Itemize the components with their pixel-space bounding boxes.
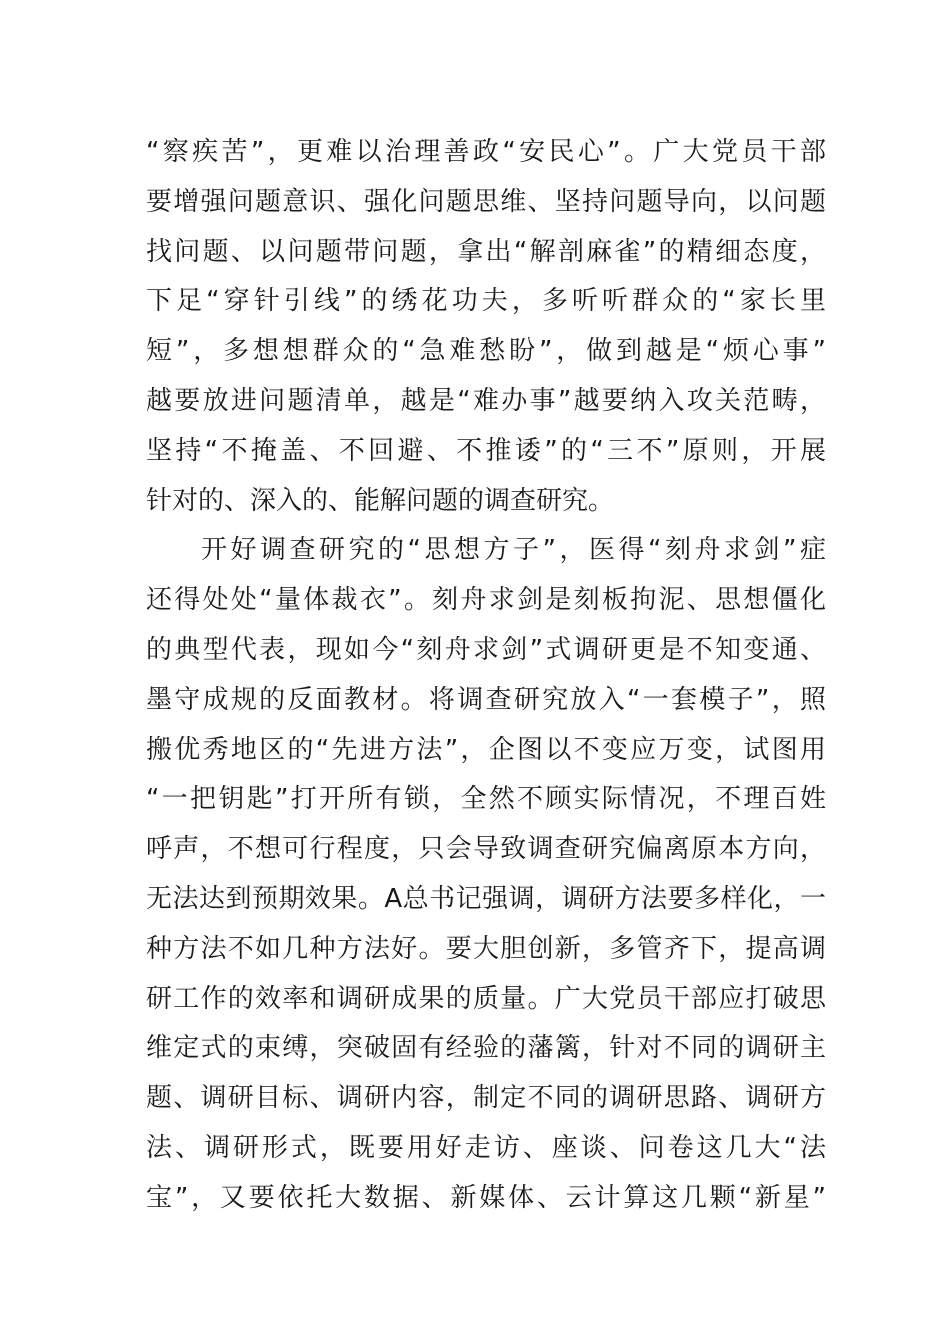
body-text (146, 128, 826, 1224)
text-line: 越要放进问题清单，越是“难办事”越要纳入攻关范畴， (146, 385, 826, 416)
paragraph-first-line: 开好调查研究的“思想方子”，医得“刻舟求剑”症 (201, 535, 826, 566)
text-line: 无法达到预期效果。A总书记强调，调研方法要多样化，一 (146, 883, 826, 914)
text-line: 要增强问题意识、强化问题思维、坚持问题导向，以问题 (146, 186, 826, 217)
text-line: 种方法不如几种方法好。要大胆创新，多管齐下，提高调 (146, 933, 826, 964)
text-line: 维定式的束缚，突破固有经验的藩篱，针对不同的调研主 (146, 1033, 826, 1064)
text-line: 针对的、深入的、能解问题的调查研究。 (146, 485, 615, 516)
text-line: 的典型代表，现如今“刻舟求剑”式调研更是不知变通、 (146, 634, 826, 665)
text-line: 研工作的效率和调研成果的质量。广大党员干部应打破思 (146, 983, 826, 1014)
text-line: 法、调研形式，既要用好走访、座谈、问卷这几大“法 (146, 1132, 826, 1163)
text-line: 呼声，不想可行程度，只会导致调查研究偏离原本方向， (146, 834, 826, 865)
text-line: 墨守成规的反面教材。将调查研究放入“一套模子”，照 (146, 684, 826, 715)
text-line: 坚持“不掩盖、不回避、不推诿”的“三不”原则，开展 (146, 435, 826, 466)
text-line: 下足“穿针引线”的绣花功夫，多听听群众的“家长里 (146, 286, 826, 317)
text-line: 找问题、以问题带问题，拿出“解剖麻雀”的精细态度， (146, 236, 826, 267)
text-line: 短”，多想想群众的“急难愁盼”，做到越是“烦心事” (146, 336, 826, 367)
text-line: 还得处处“量体裁衣”。刻舟求剑是刻板拘泥、思想僵化 (146, 585, 826, 616)
text-line: “一把钥匙”打开所有锁，全然不顾实际情况，不理百姓 (146, 784, 826, 815)
text-line: 搬优秀地区的“先进方法”，企图以不变应万变，试图用 (146, 734, 826, 765)
text-line: 题、调研目标、调研内容，制定不同的调研思路、调研方 (146, 1083, 826, 1114)
text-line: 宝”，又要依托大数据、新媒体、云计算这几颗“新星” (146, 1182, 826, 1213)
text-line: “察疾苦”，更难以治理善政“安民心”。广大党员干部 (146, 137, 826, 167)
